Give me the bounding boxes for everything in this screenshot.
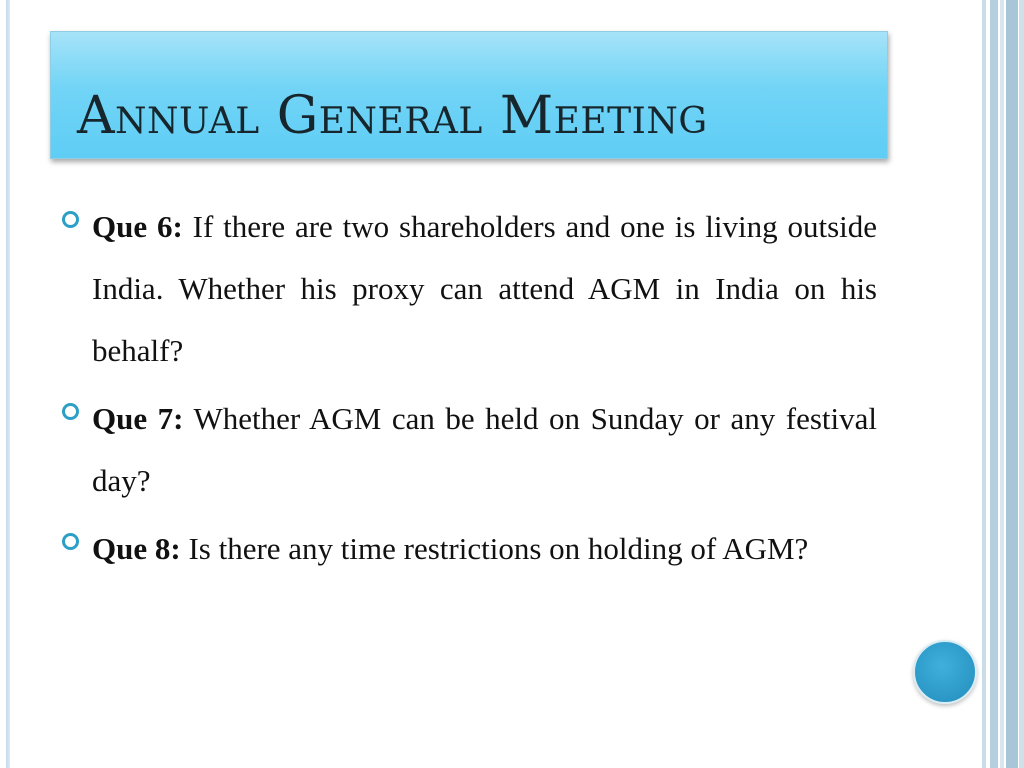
stripe (990, 0, 998, 768)
stripe (1000, 0, 1004, 768)
question-list (62, 196, 877, 586)
stripe (982, 0, 986, 768)
ring-bullet-icon (62, 211, 79, 228)
slide-title: Annual General Meeting (77, 86, 708, 146)
list-item (62, 196, 877, 382)
list-item (62, 518, 877, 580)
question-text (92, 388, 877, 512)
title-banner (50, 31, 888, 159)
question-text (92, 196, 877, 382)
ring-bullet-icon (62, 533, 79, 550)
question-body: Whether AGM can be held on Sunday or any festival day? (92, 401, 877, 498)
stripe (1006, 0, 1018, 768)
stripe (1019, 0, 1024, 768)
question-body: Is there any time restrictions on holding of AGM? (188, 531, 809, 566)
left-decorative-rule (6, 0, 10, 768)
question-label: Que 6: (92, 209, 183, 244)
question-label: Que 7: (92, 401, 184, 436)
ring-bullet-icon (62, 403, 79, 420)
right-decorative-stripes (982, 0, 1024, 768)
list-item (62, 388, 877, 512)
question-label: Que 8: (92, 531, 181, 566)
question-text (92, 518, 877, 580)
decorative-circle (913, 640, 977, 704)
question-body: If there are two shareholders and one is living outside India. Whether his proxy can attend AGM in India on his behalf? (92, 209, 878, 368)
